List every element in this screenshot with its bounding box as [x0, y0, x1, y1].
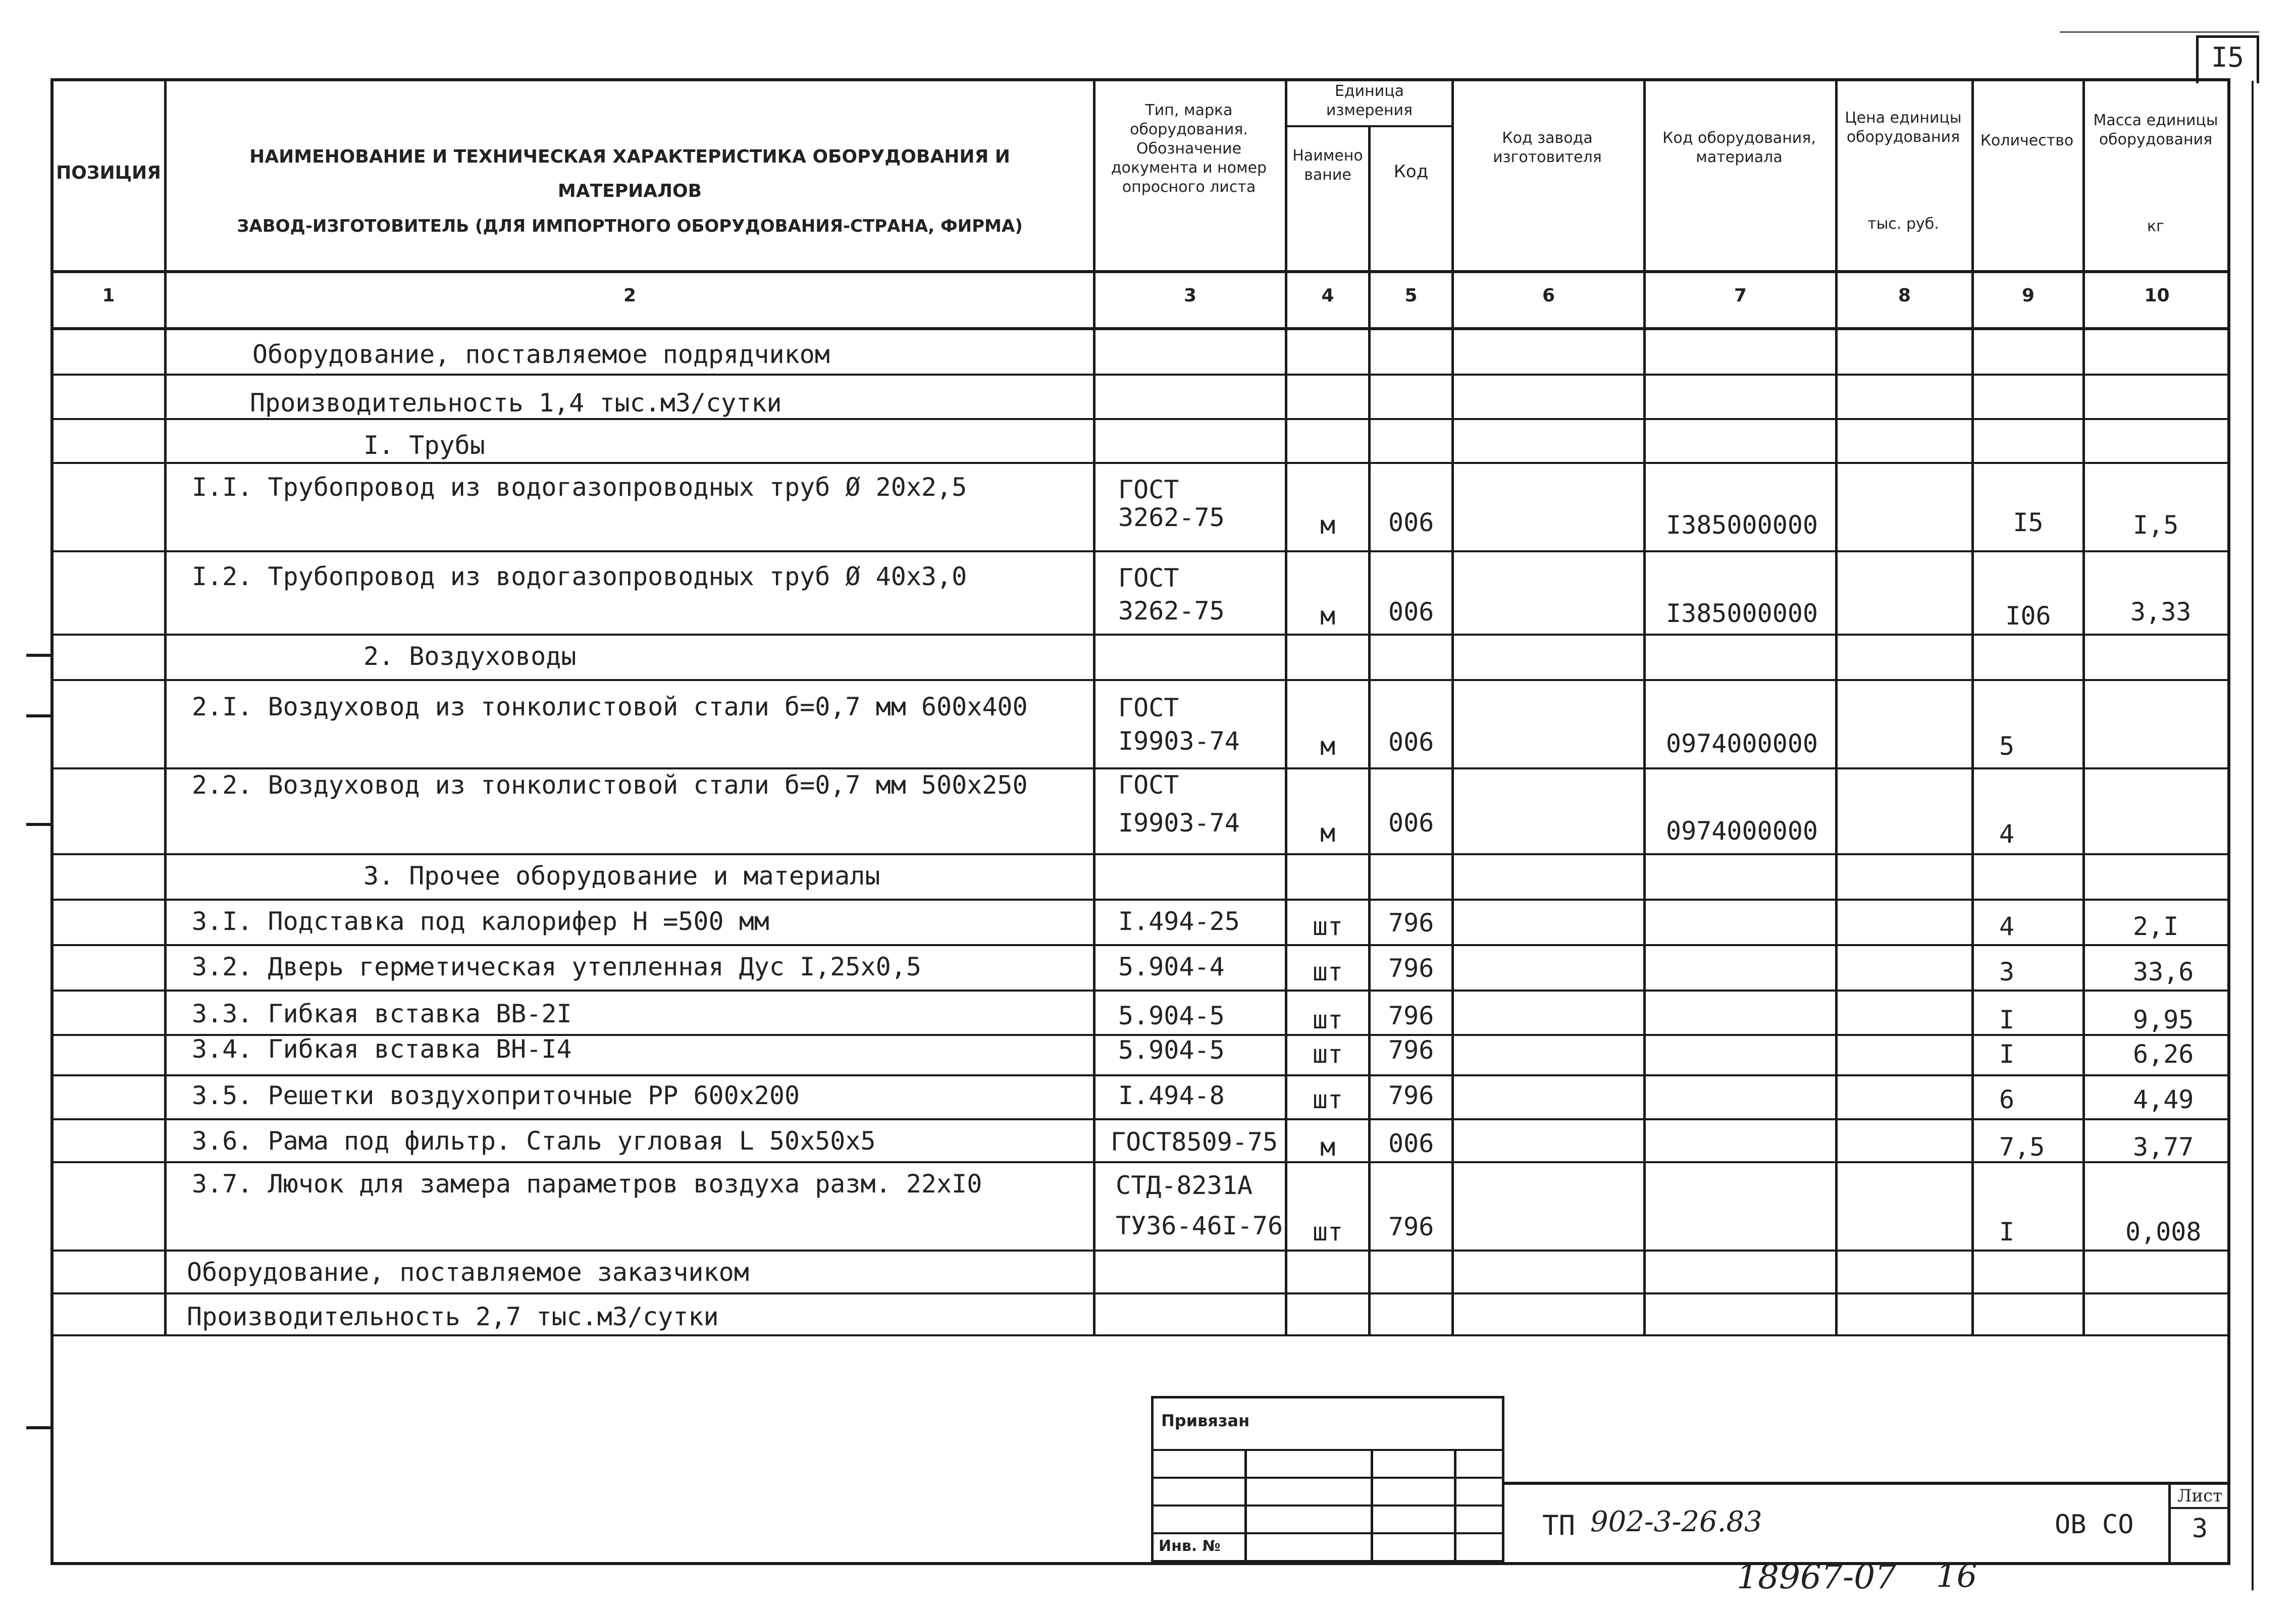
row-unit-code: 006	[1388, 597, 1434, 627]
row-type: I.494-25	[1118, 907, 1240, 936]
row-mass: 3,77	[2133, 1132, 2194, 1162]
binding-label: Привязан	[1161, 1411, 1250, 1430]
row-unit: шт	[1312, 1085, 1343, 1114]
row-rule	[50, 767, 2230, 769]
stamp-rule	[1151, 1449, 1504, 1451]
row-unit-code: 796	[1388, 1212, 1434, 1241]
row-mass: 2,I	[2133, 912, 2179, 941]
sheet-cell-rule	[2168, 1507, 2230, 1509]
row-rule	[50, 1292, 2230, 1294]
row-type: 5.904-4	[1118, 952, 1225, 981]
sheet-label: I5	[2211, 41, 2245, 73]
colnum-5: 5	[1404, 285, 1418, 306]
row-quantity: I06	[2005, 601, 2051, 631]
stamp-rule	[1151, 1504, 1504, 1507]
row-quantity: I	[1999, 1217, 2015, 1247]
row-unit: м	[1320, 732, 1336, 761]
row-rule	[50, 1161, 2230, 1163]
archive-number: 18967-07	[1737, 1557, 1897, 1596]
doc-section: ОВ СО	[2055, 1510, 2134, 1540]
sheet-number: 3	[2191, 1514, 2208, 1544]
row-name: Оборудование, поставляемое заказчиком	[187, 1258, 749, 1287]
row-unit: м	[1320, 818, 1336, 848]
row-unit-code: 006	[1388, 508, 1434, 537]
row-type: 5.904-5	[1118, 1035, 1225, 1065]
header-name-line2: МАТЕРИАЛОВ	[557, 181, 702, 201]
col-line-6	[1643, 78, 1646, 1334]
colnum-bottom-rule	[50, 327, 2230, 330]
row-material-code: 0974000000	[1666, 816, 1818, 846]
row-quantity: 5	[1999, 732, 2015, 761]
stamp-col	[1244, 1449, 1247, 1563]
colnum-6: 6	[1542, 285, 1555, 306]
row-unit-code: 796	[1388, 908, 1434, 938]
row-unit: м	[1320, 1132, 1336, 1162]
col-line-5	[1451, 78, 1454, 1334]
row-name: 3.7. Лючок для замера параметров воздуха разм. 22хI0	[192, 1169, 982, 1199]
row-quantity: 6	[1999, 1085, 2015, 1114]
row-name: I.I. Трубопровод из водогазопроводных труб Ø 20х2,5	[192, 473, 967, 502]
header-material-code: Код оборудования, материала	[1662, 129, 1816, 166]
row-quantity: 4	[1999, 912, 2015, 941]
row-mass: 9,95	[2133, 1005, 2194, 1034]
row-name: 3.5. Решетки воздухоприточные РР 600х200	[192, 1081, 800, 1110]
header-name-line3: ЗАВОД-ИЗГОТОВИТЕЛЬ (ДЛЯ ИМПОРТНОГО ОБОРУДОВАНИЯ-СТРАНА, ФИРМА)	[237, 216, 1023, 236]
row-unit-code: 796	[1388, 954, 1434, 983]
archive-page: 16	[1936, 1557, 1977, 1595]
header-mass: Масса единицы оборудования	[2093, 112, 2218, 148]
stamp-col	[1371, 1449, 1373, 1563]
row-name: Производительность 2,7 тыс.м3/сутки	[187, 1302, 719, 1331]
row-rule	[50, 374, 2230, 376]
row-name: 3. Прочее оборудование и материалы	[363, 861, 880, 891]
margin-tick	[26, 714, 50, 717]
row-type: СТД-8231А	[1116, 1171, 1253, 1200]
row-quantity: I	[1999, 1005, 2015, 1034]
row-unit: шт	[1312, 912, 1343, 941]
header-quantity: Количество	[1980, 132, 2074, 149]
colnum-4: 4	[1321, 285, 1334, 306]
row-rule	[50, 899, 2230, 901]
header-price: Цена единицы оборудования	[1845, 109, 1962, 146]
colnum-10: 10	[2144, 285, 2170, 306]
row-name: 3.4. Гибкая вставка ВН-I4	[192, 1034, 572, 1064]
row-rule	[50, 418, 2230, 420]
row-type: ГОСТ8509-75	[1111, 1127, 1278, 1157]
row-quantity: I	[1999, 1040, 2015, 1069]
row-unit-code: 796	[1388, 1081, 1434, 1110]
header-unit-group-title: Единица измерения	[1326, 82, 1413, 119]
row-rule	[50, 550, 2230, 552]
row-unit-code: 796	[1388, 1001, 1434, 1030]
row-name: 2. Воздуховоды	[363, 642, 577, 671]
col-line-9	[2082, 78, 2085, 1334]
row-quantity: 7,5	[1999, 1132, 2045, 1162]
header-price-unit: тыс. руб.	[1867, 215, 1939, 233]
col-line-1	[164, 78, 167, 1334]
row-mass: I,5	[2133, 510, 2179, 540]
row-type: ТУ36-46I-76	[1116, 1211, 1283, 1240]
row-type: 3262-75	[1118, 596, 1225, 626]
row-unit-code: 006	[1388, 1129, 1434, 1158]
row-quantity: I5	[2013, 508, 2044, 537]
sheet-word: Лист	[2177, 1486, 2222, 1506]
colnum-2: 2	[623, 285, 637, 306]
row-type: ГОСТ	[1118, 693, 1179, 722]
colnum-3: 3	[1183, 285, 1197, 306]
row-name: I. Трубы	[363, 431, 485, 460]
row-type: ГОСТ	[1118, 770, 1179, 800]
row-name: 3.2. Дверь герметическая утепленная Дус I,25х0,5	[192, 952, 921, 981]
row-rule	[50, 1334, 2230, 1336]
row-mass: 6,26	[2133, 1040, 2194, 1069]
unit-group-rule	[1285, 125, 1451, 127]
stamp-rule	[1151, 1532, 1504, 1534]
row-name: Оборудование, поставляемое подрядчиком	[252, 340, 830, 369]
row-unit: шт	[1312, 1005, 1343, 1034]
row-name: I.2. Трубопровод из водогазопроводных труб Ø 40х3,0	[192, 562, 967, 591]
row-rule	[50, 462, 2230, 464]
row-rule	[50, 853, 2230, 855]
col-line-4	[1368, 125, 1371, 1334]
row-rule	[50, 944, 2230, 946]
row-unit: м	[1320, 601, 1336, 631]
header-mass-unit: кг	[2147, 218, 2164, 235]
colnum-9: 9	[2021, 285, 2035, 306]
inventory-label: Инв. №	[1159, 1537, 1221, 1555]
col-line-8	[1971, 78, 1974, 1334]
row-unit-code: 796	[1388, 1035, 1434, 1065]
row-type: I9903-74	[1118, 726, 1240, 756]
header-type: Тип, марка оборудования. Обозначение документа и номер опросного листа	[1111, 101, 1267, 196]
row-unit: шт	[1312, 1217, 1343, 1247]
col-line-2	[1093, 78, 1095, 1334]
row-type: ГОСТ	[1118, 563, 1179, 593]
row-type: I9903-74	[1118, 808, 1240, 838]
header-position: ПОЗИЦИЯ	[56, 163, 161, 183]
doc-prefix: ТП	[1542, 1510, 1576, 1541]
colnum-8: 8	[1898, 285, 1911, 306]
row-rule	[50, 679, 2230, 681]
top-rule	[2060, 31, 2259, 33]
row-rule	[50, 990, 2230, 992]
title-block-rule	[1504, 1482, 2230, 1485]
row-name: 3.I. Подставка под калорифер Н =500 мм	[192, 907, 769, 936]
header-unit-group: Наименование	[1292, 147, 1363, 184]
row-mass: 0,008	[2125, 1217, 2202, 1247]
row-rule	[50, 1118, 2230, 1120]
row-mass: 3,33	[2130, 597, 2191, 627]
row-material-code: I385000000	[1666, 599, 1818, 628]
row-unit-code: 006	[1388, 728, 1434, 757]
colnum-1: 1	[102, 285, 115, 306]
row-unit: м	[1320, 510, 1336, 540]
margin-tick	[26, 823, 50, 826]
stamp-col	[1454, 1449, 1456, 1563]
row-rule	[50, 634, 2230, 636]
header-factory-code: Код завода изготовителя	[1493, 129, 1602, 166]
row-name: Производительность 1,4 тыс.м3/сутки	[250, 388, 782, 418]
row-unit: шт	[1312, 957, 1343, 986]
header-unit-code: Код	[1393, 162, 1429, 182]
right-margin-rule	[2252, 81, 2254, 1590]
row-type: I.494-8	[1118, 1081, 1225, 1110]
header-name-line1: НАИМЕНОВАНИЕ И ТЕХНИЧЕСКАЯ ХАРАКТЕРИСТИКА ОБОРУДОВАНИЯ И	[249, 146, 1010, 167]
row-unit-code: 006	[1388, 808, 1434, 838]
colnum-7: 7	[1734, 285, 1747, 306]
col-line-7	[1835, 78, 1838, 1334]
margin-tick	[26, 1426, 50, 1429]
row-unit: шт	[1312, 1040, 1343, 1069]
stamp-rule	[1151, 1477, 1504, 1479]
row-mass: 4,49	[2133, 1085, 2194, 1114]
row-name: 2.2. Воздуховод из тонколистовой стали б=0,7 мм 500х250	[192, 770, 1028, 800]
row-type: 5.904-5	[1118, 1001, 1225, 1030]
row-name: 3.6. Рама под фильтр. Сталь угловая L 50х50х5	[192, 1126, 876, 1156]
row-rule	[50, 1250, 2230, 1252]
doc-number: 902-3-26.83	[1590, 1505, 1762, 1538]
margin-tick	[26, 654, 50, 657]
row-material-code: I385000000	[1666, 510, 1818, 540]
row-material-code: 0974000000	[1666, 729, 1818, 758]
row-mass: 33,6	[2133, 957, 2194, 986]
row-quantity: 4	[1999, 819, 2015, 849]
row-name: 3.3. Гибкая вставка ВВ-2I	[192, 999, 572, 1028]
header-bottom-rule	[50, 270, 2230, 273]
row-name: 2.I. Воздуховод из тонколистовой стали б=0,7 мм 600х400	[192, 692, 1028, 721]
row-quantity: 3	[1999, 957, 2015, 986]
row-rule	[50, 1074, 2230, 1076]
row-type: 3262-75	[1118, 503, 1225, 532]
row-type: ГОСТ	[1118, 475, 1179, 504]
